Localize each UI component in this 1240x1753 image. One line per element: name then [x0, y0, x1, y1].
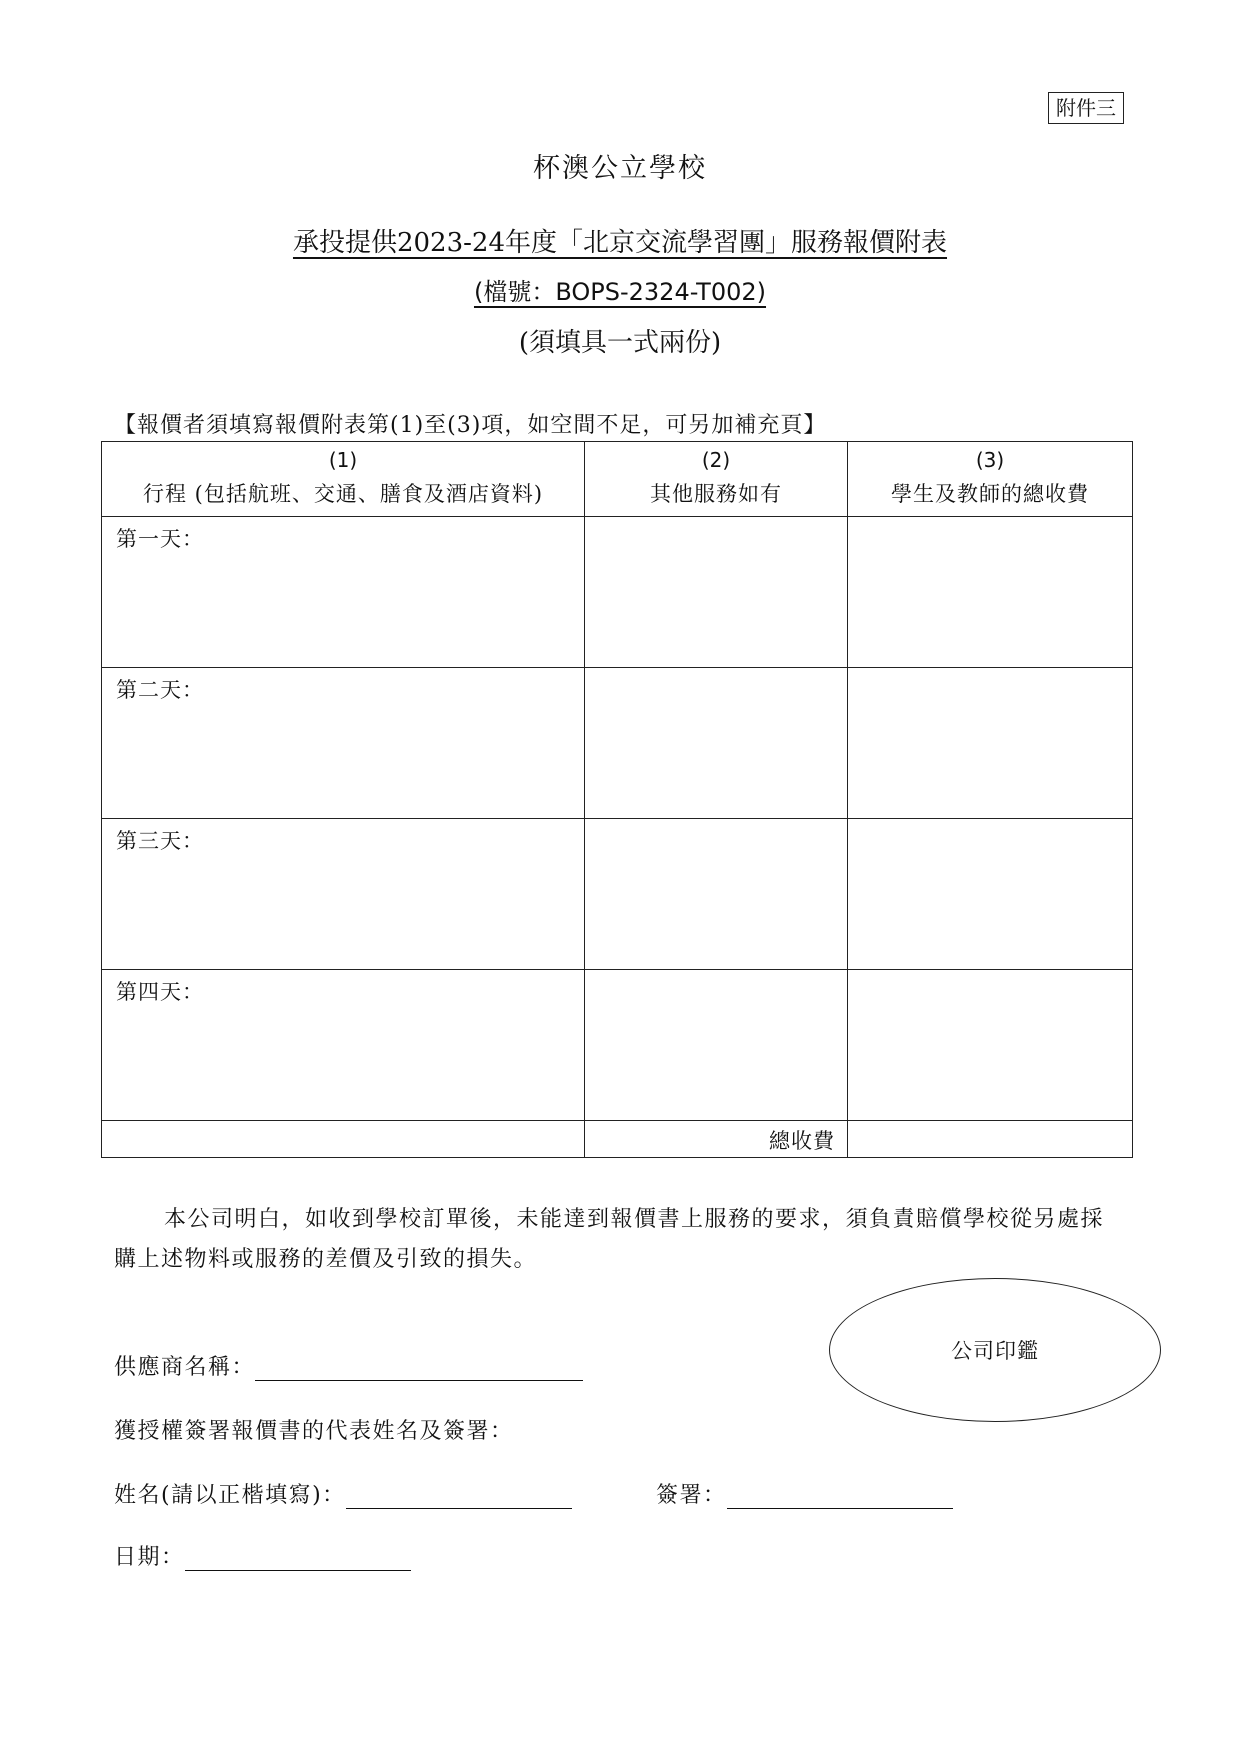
itinerary-cell[interactable]: 第二天： [102, 668, 585, 819]
name-label: 姓名(請以正楷填寫)： [114, 1483, 346, 1508]
itinerary-cell[interactable]: 第三天： [102, 819, 585, 970]
form-title: 承投提供2023-24年度「北京交流學習團」服務報價附表 [292, 228, 948, 258]
supplier-input-line[interactable] [255, 1356, 583, 1381]
table-row-day-3 [102, 819, 1133, 970]
column-header-total-fee: (3) 學生及教師的總收費 [848, 442, 1133, 517]
table-row-day-4 [102, 970, 1133, 1121]
other-services-cell[interactable] [585, 668, 848, 819]
company-seal-area[interactable] [829, 1278, 1161, 1422]
total-label-cell: 總收費 [585, 1121, 848, 1158]
table-row-total [102, 1121, 1133, 1158]
name-input-line[interactable] [346, 1484, 572, 1509]
quotation-table [101, 441, 1133, 1158]
other-services-cell[interactable] [585, 970, 848, 1121]
name-field [114, 1478, 572, 1509]
itinerary-cell[interactable]: 第一天： [102, 517, 585, 668]
signature-input-line[interactable] [727, 1484, 953, 1509]
table-header-row [102, 442, 1133, 517]
supplier-label: 供應商名稱： [114, 1355, 256, 1380]
fee-cell[interactable] [848, 819, 1133, 970]
authorized-label: 獲授權簽署報價書的代表姓名及簽署： [114, 1419, 514, 1444]
instruction-text: 【報價者須填寫報價附表第(1)至(3)項，如空間不足，可另加補充頁】 [114, 413, 827, 438]
other-services-cell[interactable] [585, 819, 848, 970]
declaration-text: 本公司明白，如收到學校訂單後，未能達到報價書上服務的要求，須負責賠償學校從另處採購上述物料或服務的差價及引致的損失。 [114, 1207, 1105, 1272]
table-row-day-2 [102, 668, 1133, 819]
signature-label: 簽署： [656, 1483, 727, 1508]
fee-cell[interactable] [848, 970, 1133, 1121]
annex-label: 附件三 [1048, 92, 1124, 124]
seal-label: 公司印鑑 [951, 1339, 1039, 1363]
column-header-itinerary: (1) 行程 (包括航班、交通、膳食及酒店資料) [102, 442, 585, 517]
school-name: 杯澳公立學校 [533, 153, 707, 184]
copies-note: (須填具一式兩份) [518, 328, 722, 358]
table-row-day-1 [102, 517, 1133, 668]
fee-cell[interactable] [848, 668, 1133, 819]
total-empty-cell [102, 1121, 585, 1158]
file-number: (檔號：BOPS-2324-T002) [473, 278, 767, 306]
supplier-field [114, 1350, 583, 1381]
total-fee-cell[interactable] [848, 1121, 1133, 1158]
date-field [114, 1540, 411, 1571]
signature-field [656, 1478, 953, 1509]
column-header-other-services: (2) 其他服務如有 [585, 442, 848, 517]
date-label: 日期： [114, 1545, 185, 1570]
date-input-line[interactable] [185, 1546, 411, 1571]
other-services-cell[interactable] [585, 517, 848, 668]
fee-cell[interactable] [848, 517, 1133, 668]
itinerary-cell[interactable]: 第四天： [102, 970, 585, 1121]
